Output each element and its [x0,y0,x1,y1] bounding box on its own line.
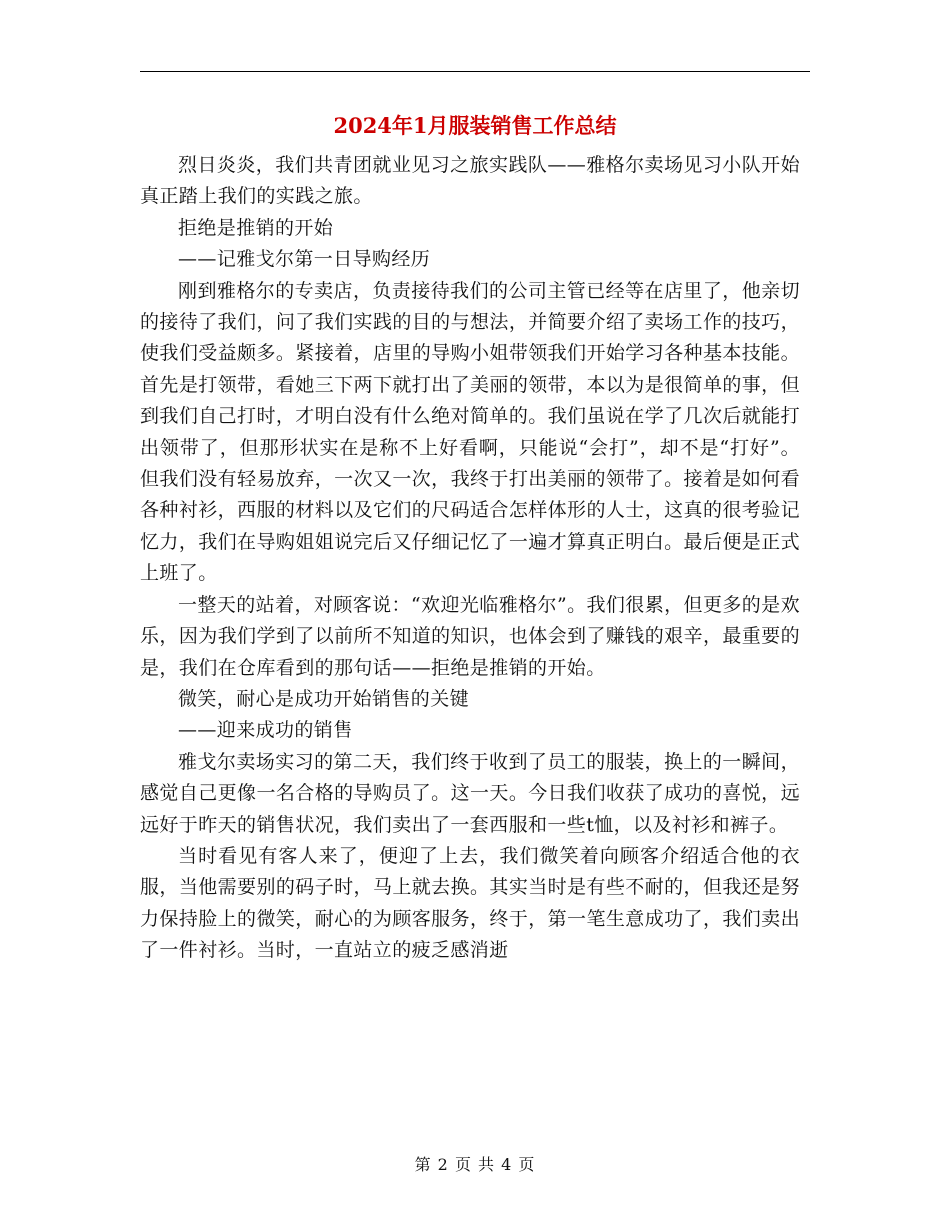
document-title: 2024年1月服装销售工作总结 [333,113,617,138]
document-body [140,150,800,967]
header-rule [140,71,810,72]
paragraph: 烈日炎炎，我们共青团就业见习之旅实践队——雅格尔卖场见习小队开始真正踏上我们的实践之旅。 [140,154,800,208]
paragraph: 当时看见有客人来了，便迎了上去，我们微笑着向顾客介绍适合他的衣服，当他需要别的码子时，马上就去换。其实当时是有些不耐的，但我还是努力保持脸上的微笑，耐心的为顾客服务，终于，第一笔生意成功了，我们卖出了一件衬衫。当时，一直站立的疲乏感消逝 [140,844,800,962]
section-heading: 微笑，耐心是成功开始销售的关键 [178,687,470,710]
paragraph: 一整天的站着，对顾客说：“欢迎光临雅格尔”。我们很累，但更多的是欢乐，因为我们学到了以前所不知道的知识，也体会到了赚钱的艰辛，最重要的是，我们在仓库看到的那句话——拒绝是推销的开始。 [140,593,800,679]
section-subheading: ——迎来成功的销售 [178,719,353,742]
paragraph: 雅戈尔卖场实习的第二天，我们终于收到了员工的服装，换上的一瞬间，感觉自己更像一名合格的导购员了。这一天。今日我们收获了成功的喜悦，远远好于昨天的销售状况，我们卖出了一套西服和一些t恤，以及衬衫和裤子。 [140,750,800,836]
section-subheading: ——记雅戈尔第一日导购经历 [178,248,431,271]
paragraph: 刚到雅格尔的专卖店，负责接待我们的公司主管已经等在店里了，他亲切的接待了我们，问了我们实践的目的与想法，并简要介绍了卖场工作的技巧，使我们受益颇多。紧接着，店里的导购小姐带领我们开始学习各种基本技能。首先是打领带，看她三下两下就打出了美丽的领带，本以为是很简单的事，但到我们自己打时，才明白没有什么绝对简单的。我们虽说在学了几次后就能打出领带了，但那形状实在是称不上好看啊，只能说“会打”，却不是“打好”。但我们没有轻易放弃，一次又一次，我终于打出美丽的领带了。接着是如何看各种衬衫，西服的材料以及它们的尺码适合怎样体形的人士，这真的很考验记忆力，我们在导购姐姐说完后又仔细记忆了一遍才算真正明白。最后便是正式上班了。 [140,279,800,585]
page-number: 第 2 页 共 4 页 [414,1155,536,1174]
section-heading: 拒绝是推销的开始 [178,216,334,239]
